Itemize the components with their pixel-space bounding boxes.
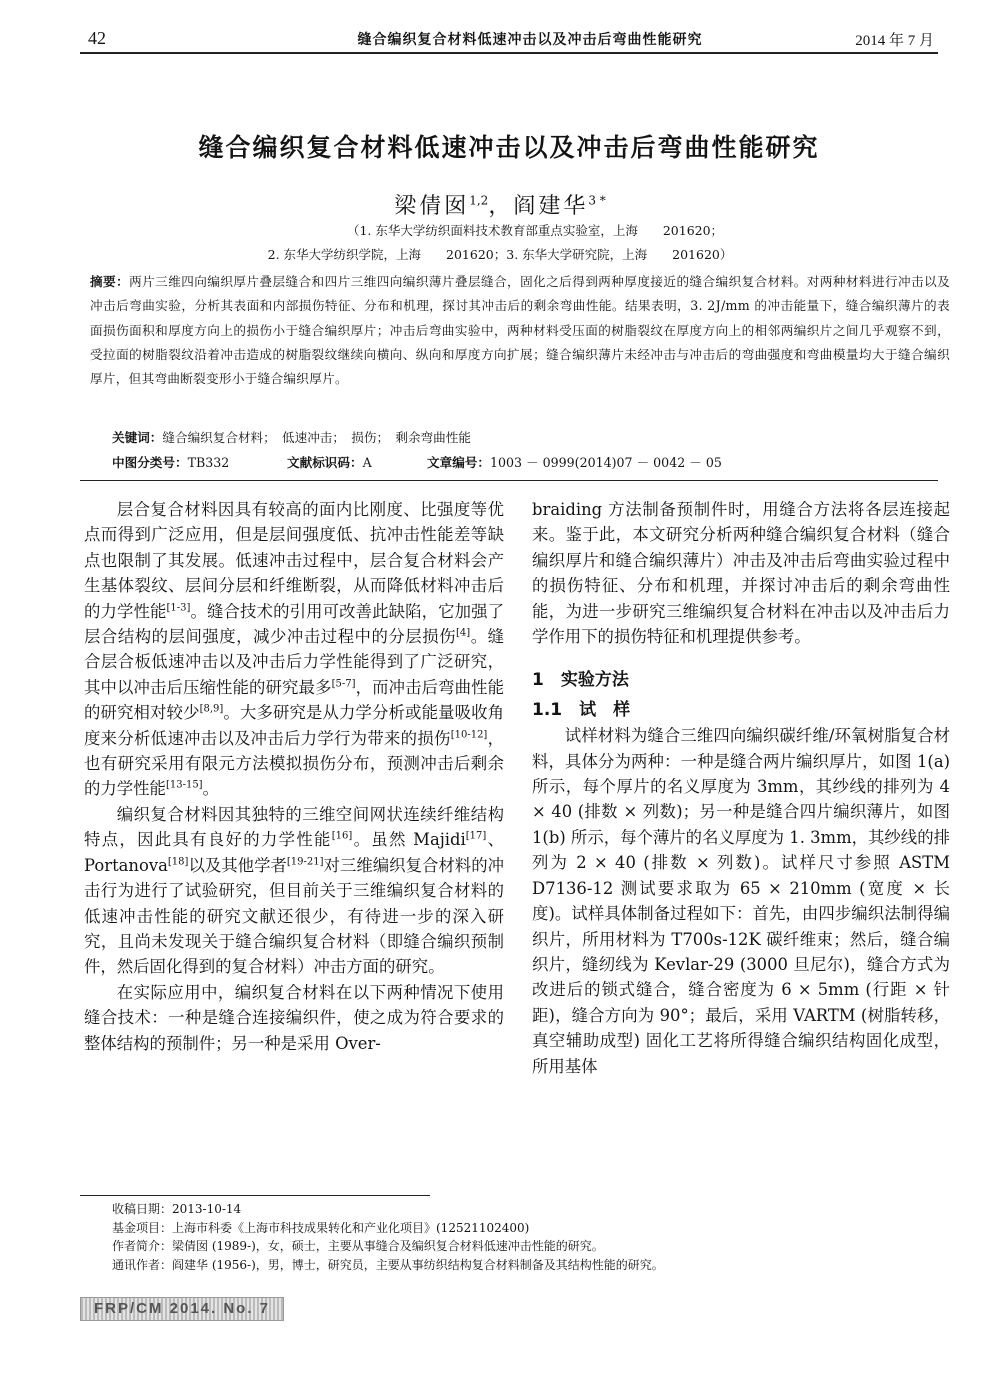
affiliation-line: （1. 东华大学纺织面料技术教育部重点实验室，上海 201620； xyxy=(346,223,724,238)
author-name: 梁倩囡 xyxy=(394,194,470,219)
running-header xyxy=(80,22,938,50)
doc-code-label: 文献标识码： xyxy=(287,455,363,470)
article-title: 缝合编织复合材料低速冲击以及冲击后弯曲性能研究 xyxy=(198,133,820,162)
classification-line xyxy=(112,452,952,471)
citation: [5-7] xyxy=(331,678,356,690)
author-affiliation-mark: 1,2 xyxy=(469,193,489,208)
body-paragraph: 编织复合材料因其独特的三维空间网状连续纤维结构特点，因此具有良好的力学性能[16]。虽然 Majidi[17]、Portanova[18]以及其他学者[19-21]对三维编织复合材料的冲击行为进行了试验研究，但目前关于三维编织复合材料的低速冲击性能的研究文献还很少，有待进一步的深入研究，且尚未发现关于缝合编织复合材料（即缝合编织预制件，然后固化得到的复合材料）冲击方面的研究。 xyxy=(84,804,505,977)
article-no-value: 1003 － 0999(2014)07 － 0042 － 05 xyxy=(489,455,722,470)
body-column-left xyxy=(84,497,504,1056)
affiliation-line: 2. 东华大学纺织学院，上海 201620；3. 东华大学研究院，上海 201620） xyxy=(267,247,733,262)
body-paragraph: 在实际应用中，编织复合材料在以下两种情况下使用缝合技术：一种是缝合连接编织件，使之成为符合要求的整体结构的预制件；另一种是采用 Over- xyxy=(84,982,504,1053)
citation: [8,9] xyxy=(199,703,224,715)
author-affiliation-mark: 3 * xyxy=(588,193,606,208)
body-paragraph: 层合复合材料因具有较高的面内比刚度、比强度等优点而得到广泛应用，但是层间强度低、抗冲击性能差等缺点也限制了其发展。低速冲击过程中，层合复合材料会产生基体裂纹、层间分层和纤维断裂，从而降低材料冲击后的力学性能[1-3]。缝合技术的引用可改善此缺陷，它加强了层合结构的层间强度，减少冲击过程中的分层损伤[4]。缝合层合板低速冲击以及冲击后力学性能得到了广泛研究，其中以冲击后压缩性能的研究最多[5-7]，而冲击后弯曲性能的研究相对较少[8,9]。大多研究是从力学分析或能量吸收角度来分析低速冲击以及冲击后力学行为带来的损伤[10-12]，也有研究采用有限元方法模拟损伤分布，预测冲击后剩余的力学性能[13-15]。 xyxy=(84,500,505,799)
doc-code-value: A xyxy=(362,455,372,470)
citation: [10-12] xyxy=(450,729,488,741)
footnote-author-bio: 作者简介：梁倩囡 (1989-)，女，硕士，主要从事缝合及编织复合材料低速冲击性能的研究。 xyxy=(112,1239,604,1253)
citation: [13-15] xyxy=(165,780,203,791)
author-name: 阎建华 xyxy=(513,194,589,219)
citation: [16] xyxy=(331,830,353,842)
citation: [4] xyxy=(456,627,471,639)
author-separator: ， xyxy=(488,194,514,219)
abstract-text: 两片三维四向编织厚片叠层缝合和四片三维四向编织薄片叠层缝合，固化之后得到两种厚度接近的缝合编织复合材料。对两种材料进行冲击以及冲击后弯曲实验，分析其表面和内部损伤特征、分布和机理，探讨其冲击后的剩余弯曲性能。结果表明，3. 2J/mm 的冲击能量下，缝合编织薄片的表面损伤面积和厚度方向上的损伤小于缝合编织厚片；冲击后弯曲实验中，两种材料受压面的树脂裂纹在厚度方向上的相邻两编织片之间几乎观察不到，受拉面的树脂裂纹沿着冲击造成的树脂裂纹继续向横向、纵向和厚度方向扩展；缝合编织薄片未经冲击与冲击后的弯曲强度和弯曲模量均大于缝合编织厚片，但其弯曲断裂变形小于缝合编织厚片。 xyxy=(90,274,950,387)
page-number: 42 xyxy=(88,28,106,48)
running-title: 缝合编织复合材料低速冲击以及冲击后弯曲性能研究 xyxy=(357,32,703,48)
keywords-label: 关键词： xyxy=(112,430,163,445)
clc-label: 中图分类号： xyxy=(112,455,188,470)
abstract xyxy=(90,270,950,391)
footnotes xyxy=(112,1200,952,1274)
clc-value: TB332 xyxy=(187,455,230,470)
body-paragraph: braiding 方法制备预制件时，用缝合方法将各层连接起来。鉴于此，本文研究分析两种缝合编织复合材料（缝合编织厚片和缝合编织薄片）冲击及冲击后弯曲实验过程中的损伤特征、分布和机理，并探讨冲击后的剩余弯曲性能，为进一步研究三维编织复合材料在冲击以及冲击后力学作用下的损伤特征和机理提供参考。 xyxy=(532,500,950,647)
footnote-received: 收稿日期：2013-10-14 xyxy=(112,1202,242,1216)
citation: [17] xyxy=(465,830,487,842)
body-paragraph: 试样材料为缝合三维四向编织碳纤维/环氧树脂复合材料，具体分为两种：一种是缝合两片编织厚片，如图 1(a) 所示，每个厚片的名义厚度为 3mm，其纱线的排列为 4 × 40 (排数 × 列数)；另一种是缝合四片编织薄片，如图 1(b) 所示，每个薄片的名义厚度为 1. 3mm，其纱线的排列为 2 × 40 (排数 × 列数)。试样尺寸参照 ASTM D7136-12 测试要求取为 65 × 210mm (宽度 × 长度)。试样具体制备过程如下：首先，由四步编织法制得编织片，所用材料为 T700s-12K 碳纤维束；然后，缝合编织片，缝纫线为 Kevlar-29 (3000 旦尼尔)，缝合方式为改进后的锁式缝合，缝合密度为 6 × 5mm (行距 × 针距)，缝合方向为 90°；最后，采用 VARTM (树脂转移，真空辅助成型) 固化工艺将所得缝合编织结构固化成型，所用基体 xyxy=(532,726,950,1076)
abstract-rule xyxy=(80,480,938,481)
citation: [1-3] xyxy=(166,602,191,614)
abstract-label: 摘要： xyxy=(90,274,130,289)
journal-issue-stamp: FRP/CM 2014. No. 7 xyxy=(80,1297,284,1321)
issue-date: 2014 年 7 月 xyxy=(855,33,934,49)
body-column-right xyxy=(532,497,950,1079)
keywords-text: 缝合编织复合材料； 低速冲击； 损伤； 剩余弯曲性能 xyxy=(162,430,471,445)
citation: [19-21] xyxy=(286,856,324,868)
footnote-corresponding: 通讯作者：阎建华 (1956-)，男，博士，研究员，主要从事纺织结构复合材料制备及其结构性能的研究。 xyxy=(112,1257,664,1272)
footnote-rule xyxy=(80,1195,430,1196)
article-no-label: 文章编号： xyxy=(427,455,490,470)
footnote-fund: 基金项目：上海市科委《上海市科技成果转化和产业化项目》(12521102400) xyxy=(112,1220,530,1235)
author-line xyxy=(0,189,1000,220)
citation: [18] xyxy=(167,856,189,868)
keywords xyxy=(112,427,952,446)
header-rule xyxy=(80,52,938,54)
subsection-heading: 1.1 试 样 xyxy=(532,699,631,720)
section-heading: 1 实验方法 xyxy=(532,670,629,691)
